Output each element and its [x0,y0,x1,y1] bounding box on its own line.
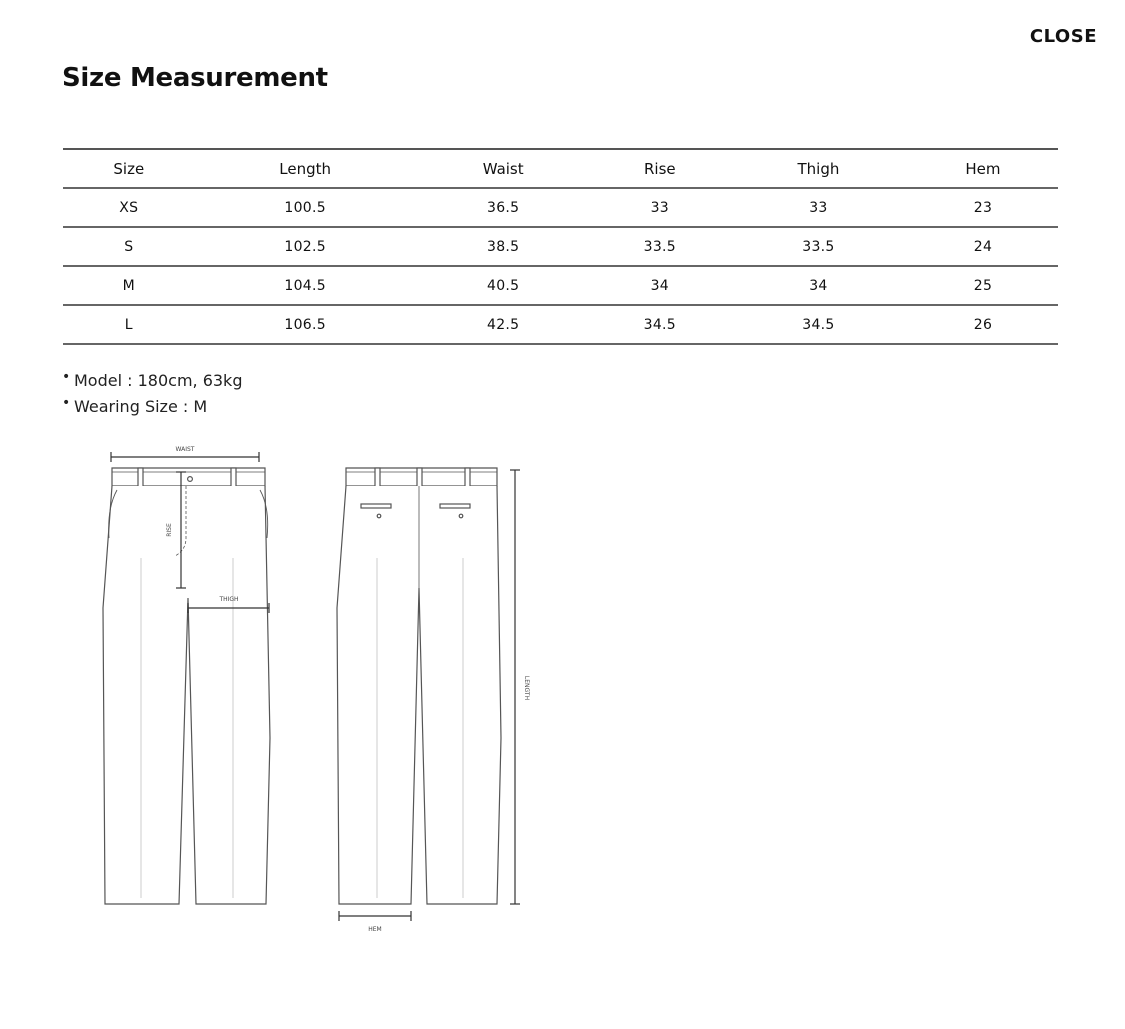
table-cell-rise: 34 [591,266,729,305]
table-cell-thigh: 33.5 [729,227,908,266]
table-cell-waist: 42.5 [416,305,591,344]
note-wearing-size-text: Wearing Size : M [74,397,208,416]
table-cell-thigh: 33 [729,188,908,227]
table-cell-size: S [63,227,195,266]
table-cell-rise: 34.5 [591,305,729,344]
table-cell-hem: 24 [908,227,1058,266]
thigh-label: THIGH [219,596,239,603]
size-table [63,148,1058,345]
bullet-icon: • [62,395,71,411]
hem-measure [339,911,411,933]
column-header-waist: Waist [416,149,591,188]
table-cell-rise: 33.5 [591,227,729,266]
table-cell-thigh: 34.5 [729,305,908,344]
table-row [63,305,1058,344]
table-row [63,188,1058,227]
pants-measurement-diagram [95,438,535,938]
pants-back-view [337,468,501,904]
note-wearing-size [62,394,242,420]
hem-label: HEM [368,926,382,933]
waist-label: WAIST [175,446,195,453]
column-header-rise: Rise [591,149,729,188]
table-cell-size: M [63,266,195,305]
waist-measure [111,446,259,462]
column-header-length: Length [195,149,416,188]
pants-front-view [103,468,270,904]
table-cell-length: 102.5 [195,227,416,266]
model-notes [62,368,242,420]
note-model-text: Model : 180cm, 63kg [74,371,243,390]
table-cell-length: 104.5 [195,266,416,305]
bullet-icon: • [62,369,71,385]
table-cell-hem: 25 [908,266,1058,305]
note-model [62,368,242,394]
table-cell-size: XS [63,188,195,227]
table-cell-waist: 36.5 [416,188,591,227]
table-header-row [63,149,1058,188]
table-cell-waist: 40.5 [416,266,591,305]
table-cell-length: 106.5 [195,305,416,344]
column-header-hem: Hem [908,149,1058,188]
page-title: Size Measurement [62,63,328,93]
length-measure [510,470,530,904]
table-cell-hem: 26 [908,305,1058,344]
table-cell-size: L [63,305,195,344]
table-cell-waist: 38.5 [416,227,591,266]
table-cell-rise: 33 [591,188,729,227]
rise-label: RISE [166,523,173,537]
table-row [63,227,1058,266]
column-header-thigh: Thigh [729,149,908,188]
length-label: LENGTH [523,675,530,701]
close-button[interactable]: CLOSE [1029,26,1097,47]
table-cell-thigh: 34 [729,266,908,305]
column-header-size: Size [63,149,195,188]
table-cell-hem: 23 [908,188,1058,227]
table-cell-length: 100.5 [195,188,416,227]
table-row [63,266,1058,305]
